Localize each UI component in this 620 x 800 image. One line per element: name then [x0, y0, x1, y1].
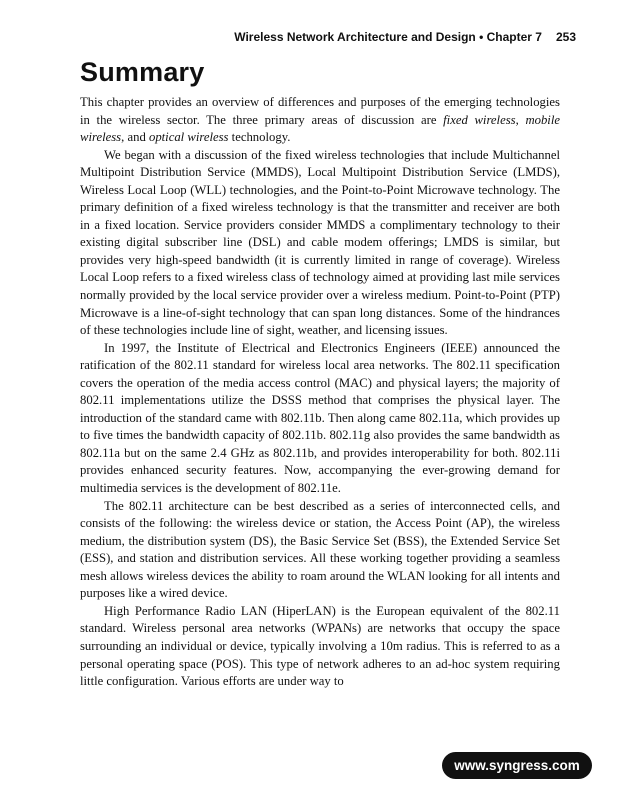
section-title: Summary: [80, 57, 205, 87]
running-header: [0, 30, 576, 44]
term-optical-wireless: optical wireless: [148, 130, 229, 145]
term-fixed-wireless: fixed wireless: [443, 112, 516, 127]
paragraph-1-sep: ,: [515, 112, 526, 127]
website-url-badge: www.syngress.com: [442, 752, 592, 779]
page-number: 253: [555, 30, 576, 44]
paragraph-1: [80, 94, 560, 147]
paragraph-3: In 1997, the Institute of Electrical and Electronics Engineers (IEEE) announced the ratification of the 802.11 standard for wireless local area networks. The 802.11 specification covers the operation of the media access control (MAC) and physical layers; the majority of 802.11 implementations utilize the DSSS method that comprises the physical layer. The introduction of the standard came with 802.11b. Then along came 802.11a, which provides up to five times the bandwidth capacity of 802.11b. 802.11g also provides the same bandwidth as 802.11a but on the same 2.4 GHz as 802.11b, and provides interoperability for both. 802.11i provides enhanced security features. Now, accompanying the ever-growing demand for multimedia services is the development of 802.11e.: [80, 340, 560, 496]
running-title: Wireless Network Architecture and Design • Chapter 7: [234, 30, 542, 44]
paragraph-2: We began with a discussion of the fixed wireless technologies that include Multichannel Multipoint Distribution Service (MMDS), Local Multipoint Distribution Service (LMDS), Wireless Local Loop (WLL) technologies, and the Point-to-Point Microwave technology. The primary definition of a fixed wireless technology is that the transmitter and receiver are both in a fixed location. Service providers consider MMDS a complimentary technology to their existing digital subscriber line (DSL) and cable modem offerings; LMDS is similar, but provides very high-speed bandwidth (it is currently limited in range of coverage). Wireless Local Loop refers to a fixed wireless class of technology aimed at providing last mile services normally provided by the local service provider over a wireless medium. Point-to-Point (PTP) Microwave is a line-of-sight technology that can span long distances. Some of the hindrances of these technologies include line of sight, weather, and licensing issues.: [80, 147, 560, 338]
body-text: [80, 94, 560, 691]
term-mobile-wireless: mobile wireless: [80, 112, 560, 145]
paragraph-4: The 802.11 architecture can be best described as a series of interconnected cells, and consists of the following: the wireless device or station, the Access Point (AP), the wireless medium, the distribution system (DS), the Basic Service Set (BSS), the Extended Service Set (ESS), and station and distribution services. All these working together providing a seamless mesh allows wireless devices the ability to roam around the WLAN looking for all intents and purposes like a wired device.: [80, 498, 560, 601]
paragraph-5: High Performance Radio LAN (HiperLAN) is the European equivalent of the 802.11 standard. Wireless personal area networks (WPANs) are networks that occupy the space surrounding an individual or device, typically involving a 10m radius. This is referred to as a personal operating space (POS). This type of network adheres to an ad-hoc system requiring little configuration. Various efforts are under way to: [80, 603, 560, 689]
paragraph-1-sep-and: , and: [121, 130, 149, 145]
paragraph-1-end: technology.: [228, 130, 291, 145]
paragraph-1-text: This chapter provides an overview of differences and purposes of the emerging technologies in the wireless sector. The three primary areas of discussion are: [80, 95, 560, 127]
